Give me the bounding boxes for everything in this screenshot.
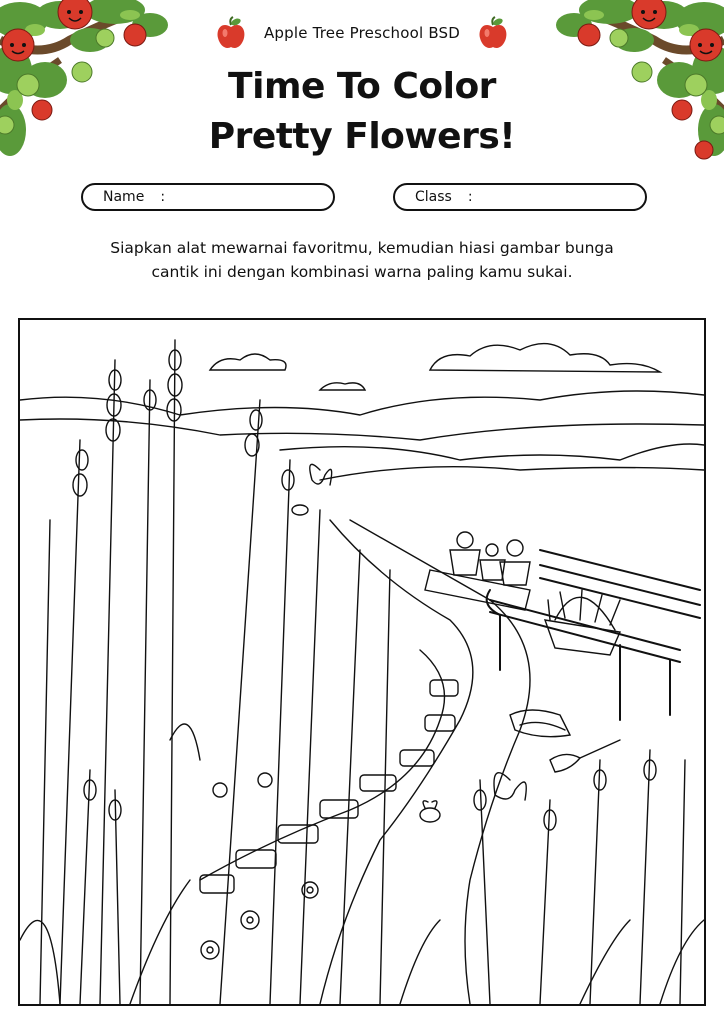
grass <box>20 724 704 1004</box>
name-label: Name <box>103 189 145 205</box>
instructions-text <box>60 236 664 284</box>
school-header <box>0 16 724 50</box>
garden-path <box>200 520 530 1004</box>
class-colon: : <box>467 189 473 205</box>
daisy-flowers <box>201 773 318 959</box>
instructions-line-2: cantik ini dengan kombinasi warna paling kamu sukai. <box>151 263 573 281</box>
apple-icon <box>216 16 246 50</box>
school-name: Apple Tree Preschool BSD <box>263 24 461 42</box>
flower-pots <box>425 532 530 610</box>
flower-basket <box>545 590 620 655</box>
page-title <box>0 62 724 162</box>
lavender-plants <box>40 340 685 1004</box>
coloring-illustration <box>18 318 706 1006</box>
apple-icon <box>478 16 508 50</box>
name-colon: : <box>160 189 166 205</box>
cloud-icon <box>210 344 660 390</box>
trowel-icon <box>550 740 620 772</box>
instructions-line-1: Siapkan alat mewarnai favoritmu, kemudian hiasi gambar bunga <box>110 239 614 257</box>
name-field[interactable] <box>81 183 335 211</box>
title-line-2: Pretty Flowers! <box>208 116 516 157</box>
hills <box>20 391 704 480</box>
class-field[interactable] <box>393 183 647 211</box>
title-line-1: Time To Color <box>228 66 496 107</box>
class-label: Class <box>415 189 452 205</box>
